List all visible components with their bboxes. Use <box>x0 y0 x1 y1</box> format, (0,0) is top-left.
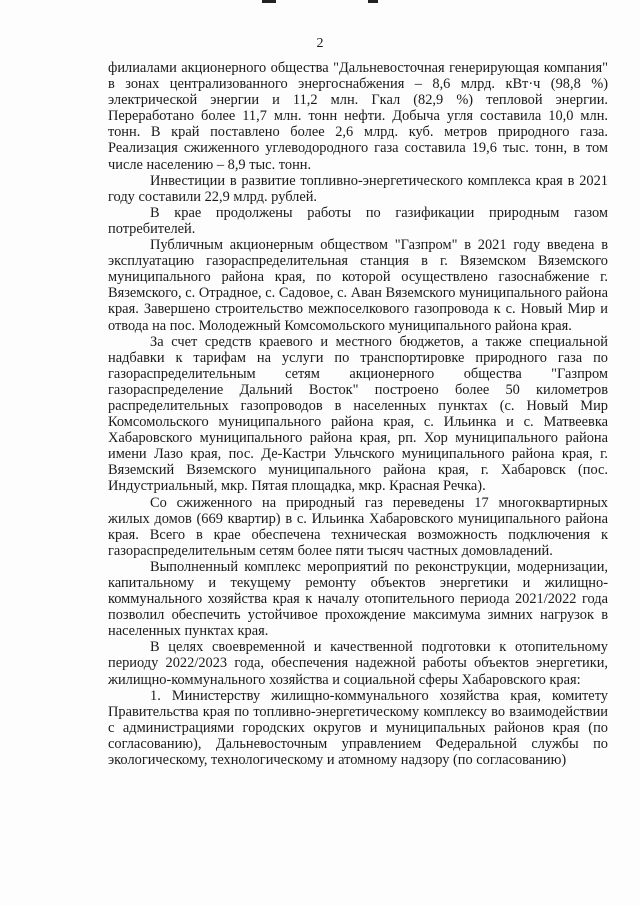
paragraph: За счет средств краевого и местного бюджетов, а также специальной надбавки к тарифам на услуги по транспортировке природного газа по газораспределительным сетям акционерного общества "Газпром газораспределение Дальний Восток" построено более 50 километров распределительных газопроводов в населенных пунктах (с. Новый Мир Комсомольского муниципального района края, с. Ильинка и с. Матвеевка Хабаровского муниципального района края, рп. Хор муниципального района имени Лазо края, пос. Де-Кастри Ульчского муниципального района края, г. Вяземский Вяземского муниципального района края, г. Хабаровск (пос. Индустриальный, мкр. Пятая площадка, мкр. Красная Речка). <box>108 333 608 495</box>
paragraph: Выполненный комплекс мероприятий по реконструкции, модернизации, капитальному и текущему ремонту объектов энергетики и жилищно-коммунального хозяйства края к началу отопительного периода 2021/2022 года позволил обеспечить устойчивое прохождение максимума зимних нагрузок в населенных пунктах края. <box>108 558 608 640</box>
paragraph: В целях своевременной и качественной подготовки к отопительному периоду 2022/2023 года, обеспечения надежной работы объектов энергетики, жилищно-коммунального хозяйства и социальной сферы Хабаровского края: <box>108 639 608 688</box>
paragraph: Инвестиции в развитие топливно-энергетического комплекса края в 2021 году составили 22,9 млрд. рублей. <box>108 172 608 205</box>
page-number: 2 <box>316 36 324 51</box>
paragraph: филиалами акционерного общества "Дальневосточная генерирующая компания" в зонах централизованного энергоснабжения – 8,6 млрд. кВт·ч (98,8 %) электрической энергии и 11,2 млн. Гкал (82,9 %) тепловой энергии. Переработано более 11,7 млн. тонн нефти. Добыча угля составила 10,0 млн. тонн. В край поставлено более 2,6 млрд. куб. метров природного газа. Реализация сжиженного углеводородного газа составила 19,6 тыс. тонн, в том числе населению – 8,9 тыс. тонн. <box>108 60 608 173</box>
scan-artifact <box>262 0 276 3</box>
paragraph: Со сжиженного на природный газ переведены 17 многоквартирных жилых домов (669 квартир) в с. Ильинка Хабаровского муниципального района края. Всего в крае обеспечена техническая возможность подключения к газораспределительным сетям более пяти тысяч частных домовладений. <box>108 494 608 559</box>
scan-artifact <box>368 0 378 3</box>
paragraph: Публичным акционерным обществом "Газпром" в 2021 году введена в эксплуатацию газораспределительная станция в г. Вяземском Вяземского муниципального района края, по которой осуществлено газоснабжение г. Вяземского, с. Отрадное, с. Садовое, с. Аван Вяземского муниципального района края. Завершено строительство межпоселкового газопровода к с. Новый Мир и отвода на пос. Молодежный Комсомольского муниципального района края. <box>108 237 608 334</box>
document-body <box>108 60 608 768</box>
paragraph: 1. Министерству жилищно-коммунального хозяйства края, комитету Правительства края по топливно-энергетическому комплексу во взаимодействии с администрациями городских округов и муниципальных районов края (по согласованию), Дальневосточным управлением Федеральной службы по экологическому, технологическому и атомному надзору (по согласованию) <box>108 687 608 769</box>
paragraph: В крае продолжены работы по газификации природным газом потребителей. <box>108 204 608 237</box>
